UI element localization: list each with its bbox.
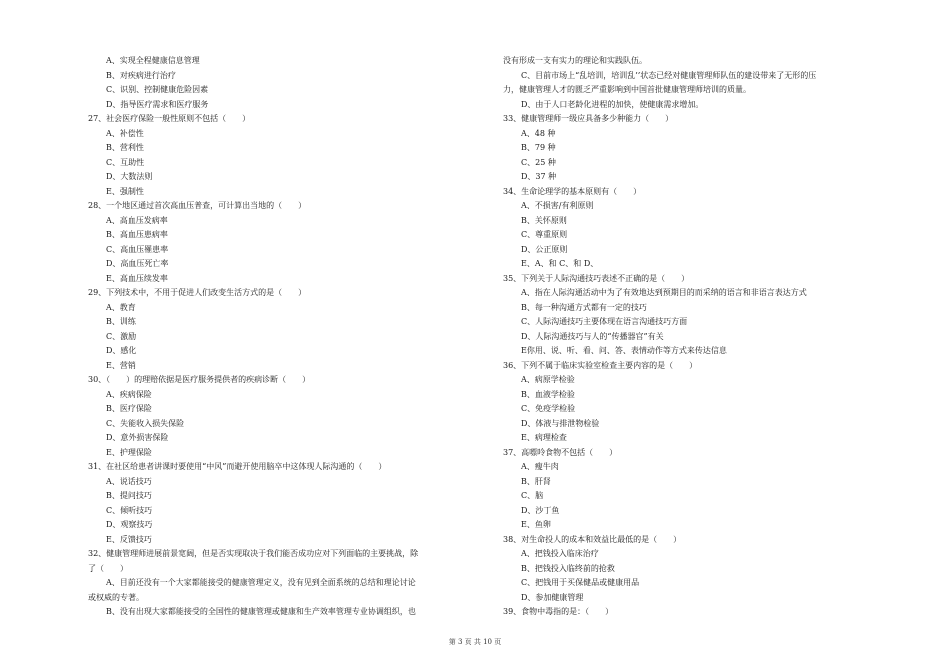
answer-option: C、25 种 xyxy=(521,157,556,167)
answer-option: D、参加健康管理 xyxy=(521,592,584,602)
question-text: 32、健康管理师进展前景宽阔，但是否实现取决于我们能否成功应对下列面临的主要挑战，除 xyxy=(88,549,419,558)
question-text: 了（ ） xyxy=(88,563,128,573)
question-text: 36、下列不属于临床实验室检查主要内容的是（ ） xyxy=(503,360,698,370)
option-paragraph: B、没有出现大家都能接受的全国性的健康管理或健康和生产效率管理专业协调组织，也 xyxy=(106,607,416,616)
question-text: 33、健康管理师一级应具备多少种能力（ ） xyxy=(503,114,674,123)
answer-option: D、人际沟通技巧与人的“传播器官”有关 xyxy=(521,331,664,341)
answer-option: E、反馈技巧 xyxy=(106,534,152,544)
answer-option: A、高血压发病率 xyxy=(106,215,168,225)
answer-option: A、不损害/有利原则 xyxy=(521,201,594,210)
question-text: 39、食物中毒指的是：（ ） xyxy=(503,607,614,616)
answer-option: D、高血压死亡率 xyxy=(106,259,169,268)
answer-option: C、尊重原则 xyxy=(521,230,568,239)
answer-option: C、激励 xyxy=(106,331,137,341)
answer-option: A、说话技巧 xyxy=(106,476,152,486)
answer-option: E、高血压续发率 xyxy=(106,273,168,283)
answer-option: E、鱼卵 xyxy=(521,520,551,529)
answer-option: B、对疾病进行治疗 xyxy=(106,70,176,80)
page-footer: 第 3 页 共 10 页 xyxy=(448,638,502,646)
answer-option: A、疾病保险 xyxy=(106,389,152,399)
answer-option: C、失能收入损失保险 xyxy=(106,418,185,428)
answer-option: C、脑 xyxy=(521,491,544,500)
answer-option: B、医疗保险 xyxy=(106,404,152,413)
question-text: 38、对生命投人的成本和效益比最低的是（ ） xyxy=(503,534,682,544)
answer-option: A、病原学检验 xyxy=(521,375,575,384)
answer-option: B、高血压患病率 xyxy=(106,230,168,239)
question-text: 力，健康管理人才的匮乏严重影响到中国首批健康管理师培训的质量。 xyxy=(503,85,751,94)
answer-option: A、瘦牛肉 xyxy=(521,462,559,471)
answer-option: C、免疫学检验 xyxy=(521,404,576,413)
answer-option: D、指导医疗需求和医疗服务 xyxy=(106,99,209,109)
right-column xyxy=(503,54,903,620)
answer-option: A、48 种 xyxy=(521,128,556,138)
answer-option: D、大数法则 xyxy=(106,172,153,181)
answer-option: E你用、说、听、看、问、答、表情动作等方式来传达信息 xyxy=(521,346,727,355)
answer-option: B、关怀原则 xyxy=(521,215,567,225)
option-paragraph: C、目前市场上“乱培训，培训乱’’状态已经对健康管理师队伍的建设带来了无形的压 xyxy=(521,70,817,80)
answer-option: E、病理检查 xyxy=(521,433,567,442)
answer-option: D、公正原则 xyxy=(521,244,568,254)
answer-option: D、沙丁鱼 xyxy=(521,505,560,515)
answer-option: C、互助性 xyxy=(106,157,145,167)
answer-option: E、护理保险 xyxy=(106,447,152,457)
question-text: 或权威的专著。 xyxy=(88,592,144,602)
question-text: 28、一个地区通过首次高血压普查，可计算出当地的（ ） xyxy=(88,201,307,210)
answer-option: A、实现全程健康信息管理 xyxy=(106,56,200,65)
question-text: 34、生命论理学的基本原则有（ ） xyxy=(503,186,642,196)
answer-option: B、血液学检验 xyxy=(521,389,575,399)
option-paragraph: A、目前还没有一个大家都能接受的健康管理定义，没有见到全面系统的总结和理论讨论 xyxy=(106,578,416,587)
answer-option: A、把钱投入临床治疗 xyxy=(521,549,599,558)
question-text: 27、社会医疗保险一般性原则不包括（ ） xyxy=(88,114,251,123)
answer-option: A、指在人际沟通活动中为了有效地达到预期目的而采纳的语言和非语言表达方式 xyxy=(521,288,807,297)
answer-option: A、教育 xyxy=(106,302,136,312)
answer-option: E、A、和 C、和 D、 xyxy=(521,259,599,268)
question-text: 30、（ ）的理赔依据是医疗服务提供者的疾病诊断（ ） xyxy=(88,375,311,384)
answer-option: D、感化 xyxy=(106,346,137,355)
answer-option: D、37 种 xyxy=(521,172,557,181)
answer-option: E、营销 xyxy=(106,360,136,370)
answer-option: C、高血压罹患率 xyxy=(106,244,169,254)
answer-option: B、肝肾 xyxy=(521,476,551,486)
answer-option: C、识别、控制健康危险因素 xyxy=(106,85,209,94)
answer-option: D、观察技巧 xyxy=(106,520,153,529)
answer-option: A、补偿性 xyxy=(106,128,144,138)
answer-option: D、意外损害保险 xyxy=(106,433,169,442)
question-text: 35、下列关于人际沟通技巧表述不正确的是（ ） xyxy=(503,273,690,283)
answer-option: B、79 种 xyxy=(521,143,556,152)
answer-option: C、人际沟通技巧主要体现在语言沟通技巧方面 xyxy=(521,317,688,326)
answer-option: C、把钱用于买保健品或健康用品 xyxy=(521,578,640,587)
left-column xyxy=(88,54,488,620)
answer-option: B、营利性 xyxy=(106,143,144,152)
answer-option: B、提问技巧 xyxy=(106,491,152,500)
question-text: 没有形成一支有实力的理论和实践队伍。 xyxy=(503,56,647,65)
question-text: 29、下列技术中，不用于促进人们改变生活方式的是（ ） xyxy=(88,288,307,297)
option-paragraph: D、由于人口老龄化进程的加快，使健康需求增加。 xyxy=(521,99,704,109)
question-text: 37、高嘌呤食物不包括（ ） xyxy=(503,447,618,457)
answer-option: E、强制性 xyxy=(106,186,144,196)
answer-option: D、体液与排泄物检验 xyxy=(521,418,600,428)
answer-option: B、每一种沟通方式都有一定的技巧 xyxy=(521,302,647,312)
answer-option: C、倾听技巧 xyxy=(106,505,153,515)
question-text: 31、在社区给患者讲课时要使用“中风”而避开使用脑卒中这体现人际沟通的（ ） xyxy=(88,462,387,471)
answer-option: B、训练 xyxy=(106,317,136,326)
answer-option: B、把钱投入临终前的抢救 xyxy=(521,563,615,573)
